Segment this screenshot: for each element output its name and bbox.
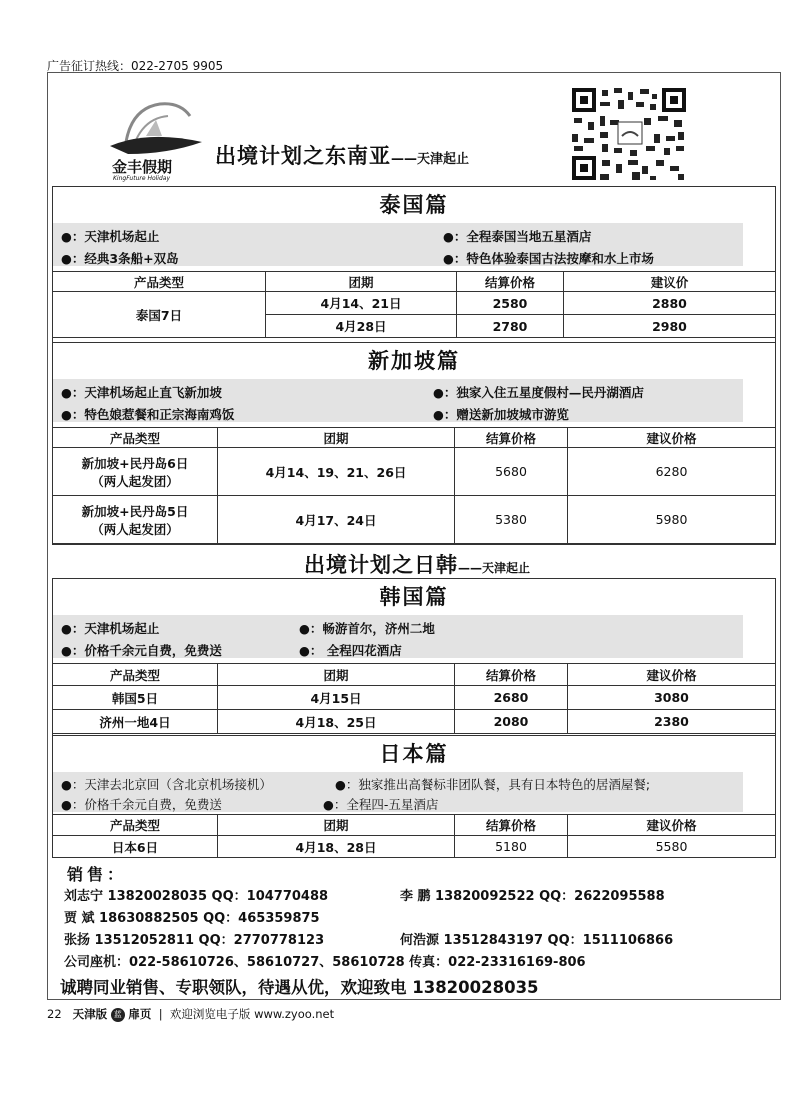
table-header: 结算价格 [457, 272, 564, 292]
table-header: 建议价格 [568, 428, 776, 448]
page-title: 出境计划之东南亚——天津起止 [215, 144, 470, 168]
suggest-price-cell: 2980 [564, 315, 776, 338]
date-cell: 4月14、19、21、26日 [218, 448, 455, 496]
table-header: 结算价格 [455, 428, 568, 448]
settle-price-cell: 2780 [457, 315, 564, 338]
suggest-price-cell: 5580 [568, 836, 776, 858]
qr-code-icon [570, 86, 688, 182]
thailand-feature: ●：全程泰国当地五星酒店 [443, 229, 592, 244]
table-header: 产品类型 [53, 815, 218, 836]
korea-section [52, 578, 776, 736]
date-cell: 4月17、24日 [218, 496, 455, 544]
singapore-price-table [52, 427, 776, 544]
product-cell: 泰国7日 [53, 292, 266, 338]
edition-seal-icon: 蓝 [111, 1008, 125, 1022]
table-header: 结算价格 [455, 664, 568, 686]
table-header: 团期 [218, 815, 455, 836]
japan-feature: ●：独家推出高餐标非团队餐，具有日本特色的居酒屋餐; [335, 777, 651, 792]
korea-feature: ●：畅游首尔，济州二地 [299, 621, 435, 636]
thailand-section [52, 186, 776, 343]
sales-contact: 何浩源 13512843197 QQ：1511106866 [400, 933, 674, 948]
singapore-feature: ●：独家入住五星度假村—民丹湖酒店 [433, 385, 644, 400]
date-cell: 4月18、28日 [218, 836, 455, 858]
company-phone: 公司座机：022-58610726、58610727、58610728 传真：022-23316169-806 [64, 955, 586, 970]
ad-hotline: 广告征订热线：022-2705 9905 [47, 59, 224, 73]
japan-korea-title: 出境计划之日韩——天津起止 [304, 553, 531, 577]
japan-feature: ●：全程四-五星酒店 [323, 797, 439, 812]
japan-title: 日本篇 [379, 742, 449, 766]
sales-contact: 张扬 13512052811 QQ：2770778123 [64, 933, 325, 948]
singapore-title: 新加坡篇 [368, 349, 460, 373]
table-header: 结算价格 [455, 815, 568, 836]
sales-contact: 刘志宁 13820028035 QQ：104770488 [64, 889, 329, 904]
sales-heading: 销售： [67, 865, 128, 884]
settle-price-cell: 5680 [455, 448, 568, 496]
settle-price-cell: 5380 [455, 496, 568, 544]
suggest-price-cell: 6280 [568, 448, 776, 496]
table-header: 团期 [266, 272, 457, 292]
table-header: 建议价格 [568, 664, 776, 686]
korea-feature: ●：天津机场起止 [61, 621, 160, 636]
section-label: 扉页 [128, 1007, 152, 1021]
suggest-price-cell: 5980 [568, 496, 776, 544]
table-header: 团期 [218, 664, 455, 686]
page-footer: 22 天津版 蓝 扉页 | 欢迎浏览电子版 www.zyoo.net [47, 1007, 335, 1021]
table-header: 团期 [218, 428, 455, 448]
date-cell: 4月28日 [266, 315, 457, 338]
thailand-price-table [52, 271, 776, 338]
date-cell: 4月14、21日 [266, 292, 457, 315]
thailand-title: 泰国篇 [379, 193, 449, 217]
japan-price-table [52, 814, 776, 858]
product-cell: 日本6日 [53, 836, 218, 858]
product-cell: 济州一地4日 [53, 710, 218, 734]
thailand-feature: ●：经典3条船+双岛 [61, 251, 179, 266]
logo-chinese-name: 金丰假期 [112, 158, 173, 176]
e-edition-link[interactable]: 欢迎浏览电子版 www.zyoo.net [169, 1007, 335, 1021]
table-header: 产品类型 [53, 664, 218, 686]
suggest-price-cell: 2880 [564, 292, 776, 315]
japan-feature: ●：价格千余元自费，免费送 [61, 797, 222, 812]
table-header: 建议价格 [568, 815, 776, 836]
product-cell: 新加坡+民丹岛6日 （两人起发团） [53, 448, 218, 496]
settle-price-cell: 2080 [455, 710, 568, 734]
singapore-feature: ●：赠送新加坡城市游览 [433, 407, 569, 422]
product-cell: 韩国5日 [53, 686, 218, 710]
table-header: 建议价 [564, 272, 776, 292]
page-number: 22 [47, 1007, 62, 1021]
table-header: 产品类型 [53, 428, 218, 448]
korea-title: 韩国篇 [379, 585, 449, 609]
thailand-feature: ●：天津机场起止 [61, 229, 160, 244]
korea-price-table [52, 663, 776, 734]
thailand-feature: ●：特色体验泰国古法按摩和水上市场 [443, 251, 654, 266]
settle-price-cell: 2580 [457, 292, 564, 315]
date-cell: 4月15日 [218, 686, 455, 710]
sales-contact: 贾 斌 18630882505 QQ：465359875 [64, 911, 320, 926]
korea-feature: ●： 全程四花酒店 [299, 643, 402, 658]
japan-section [52, 735, 776, 858]
settle-price-cell: 5180 [455, 836, 568, 858]
sales-contact: 李 鹏 13820092522 QQ：2622095588 [400, 889, 665, 904]
korea-feature: ●：价格千余元自费，免费送 [61, 643, 222, 658]
edition-label: 天津版 [72, 1007, 108, 1021]
suggest-price-cell: 2380 [568, 710, 776, 734]
logo-english-name: KingFuture Holiday [113, 175, 170, 182]
product-cell: 新加坡+民丹岛5日 （两人起发团） [53, 496, 218, 544]
date-cell: 4月18、25日 [218, 710, 455, 734]
japan-feature: ●：天津去北京回（含北京机场接机） [61, 777, 272, 792]
recruitment-notice: 诚聘同业销售、专职领队，待遇从优，欢迎致电 13820028035 [60, 978, 539, 997]
table-header: 产品类型 [53, 272, 266, 292]
settle-price-cell: 2680 [455, 686, 568, 710]
suggest-price-cell: 3080 [568, 686, 776, 710]
singapore-section [52, 342, 776, 545]
singapore-feature: ●：天津机场起止直飞新加坡 [61, 385, 222, 400]
singapore-feature: ●：特色娘惹餐和正宗海南鸡饭 [61, 407, 235, 422]
